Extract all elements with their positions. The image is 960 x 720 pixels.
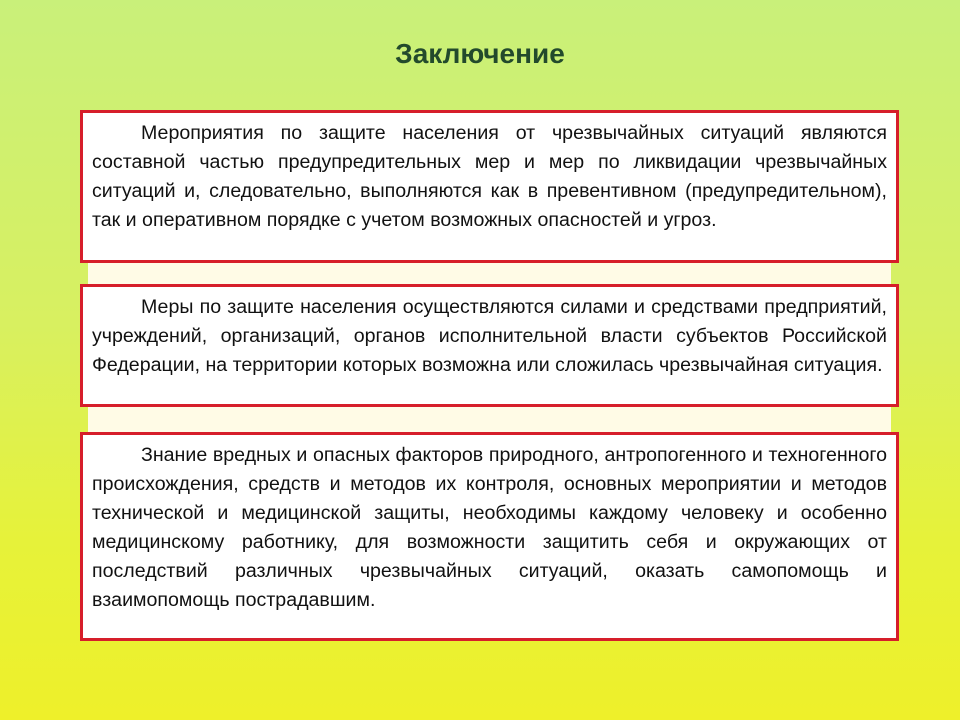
text-box-forces xyxy=(80,284,899,407)
text-box-knowledge xyxy=(80,432,899,641)
box-spacer xyxy=(88,263,891,284)
paragraph-measures: Мероприятия по защите населения от чрезвычайных ситуаций являются составной частью предупредительных мер и мер по ликвидации чрезвычайных ситуаций и, следовательно, выполняются как в превентивном (предупредительном), так и оперативном порядке с учетом возможных опасностей и угроз. xyxy=(92,122,887,231)
paragraph-forces: Меры по защите населения осуществляются силами и средствами предприятий, учреждений, организаций, органов исполнительной власти субъектов Российской Федерации, на территории которых возможна или сложилась чрезвычайная ситуация. xyxy=(92,296,887,376)
paragraph-knowledge: Знание вредных и опасных факторов природного, антропогенного и техногенного происхождения, средств и методов их контроля, основных мероприятии и методов технической и медицинской защиты, необходимы каждому человеку и особенно медицинскому работнику, для возможности защитить себя и окружающих от последствий различных чрезвычайных ситуаций, оказать самопомощь и взаимопомощь пострадавшим. xyxy=(92,444,887,611)
slide-title: Заключение xyxy=(395,38,565,69)
box-spacer xyxy=(88,407,891,432)
text-box-measures xyxy=(80,110,899,263)
